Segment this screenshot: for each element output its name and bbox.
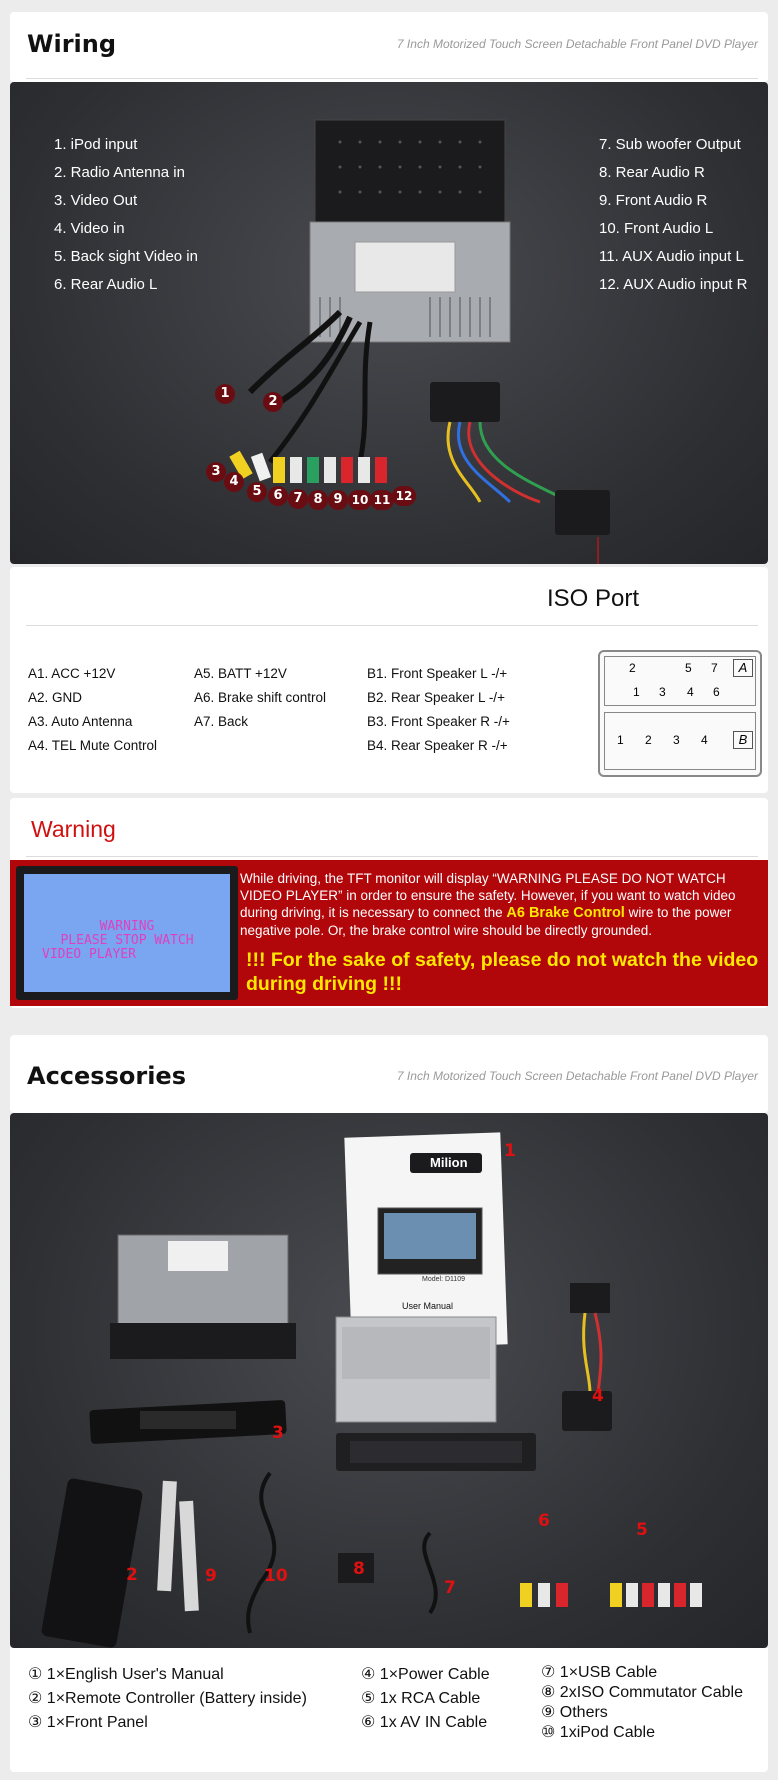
- pin-label: 6: [713, 685, 720, 699]
- accessory-marker-5: 5: [636, 1520, 648, 1540]
- list-item: ⑨ Others: [541, 1704, 608, 1721]
- wiring-marker-7: 7: [288, 489, 308, 509]
- list-item: ⑦ 1×USB Cable: [541, 1664, 658, 1681]
- accessories-subtitle: 7 Inch Motorized Touch Screen Detachable Front Panel DVD Player: [396, 1069, 758, 1083]
- pin-label: 4: [701, 733, 708, 747]
- list-item: ① 1×English User's Manual: [28, 1666, 224, 1683]
- wiring-marker-8: 8: [308, 490, 328, 510]
- iso-port-label: ISO Port: [547, 585, 640, 612]
- screen-text-line: PLEASE STOP WATCH: [60, 933, 194, 948]
- list-item: ③ 1×Front Panel: [28, 1714, 148, 1731]
- accessory-marker-10: 10: [264, 1566, 288, 1586]
- warning-screen-image: [16, 866, 238, 1000]
- list-item: B2. Rear Speaker L -/+: [367, 690, 505, 705]
- iso-list-col3: [367, 662, 510, 758]
- accessories-illustration: [10, 1113, 768, 1648]
- iso-card: [10, 567, 768, 793]
- wiring-title: Wiring: [27, 30, 117, 58]
- warning-title: Warning: [31, 816, 116, 842]
- list-item: ⑥ 1x AV IN Cable: [361, 1714, 488, 1731]
- list-item: A1. ACC +12V: [28, 666, 116, 681]
- pin-label: 4: [687, 685, 694, 699]
- wiring-header-card: [10, 12, 768, 82]
- accessory-marker-7: 7: [444, 1578, 456, 1598]
- wiring-marker-4: 4: [224, 472, 244, 492]
- list-item: ⑩ 1xiPod Cable: [541, 1724, 655, 1741]
- accessory-marker-2: 2: [126, 1565, 138, 1585]
- accessories-col3: [541, 1663, 743, 1743]
- warning-card: [10, 798, 768, 1008]
- pin-label: 2: [629, 661, 636, 675]
- pin-label: 2: [645, 733, 652, 747]
- list-item: 5. Back sight Video in: [54, 248, 198, 265]
- accessories-col1: [28, 1663, 307, 1735]
- list-item: A4. TEL Mute Control: [28, 738, 158, 753]
- accessory-marker-4: 4: [592, 1386, 604, 1406]
- warning-body-highlight: A6 Brake Control: [506, 905, 625, 921]
- accessories-col2: [361, 1663, 490, 1735]
- accessories-list-card: [10, 1648, 768, 1772]
- accessories-title: Accessories: [27, 1062, 186, 1090]
- wiring-marker-12: 12: [392, 486, 416, 506]
- pin-label: 7: [711, 661, 718, 675]
- list-item: B4. Rear Speaker R -/+: [367, 738, 508, 753]
- pin-label: 3: [659, 685, 666, 699]
- wiring-marker-9: 9: [328, 490, 348, 510]
- wiring-marker-11: 11: [370, 490, 394, 510]
- list-item: 3. Video Out: [54, 192, 138, 209]
- wiring-marker-1: 1: [215, 384, 235, 404]
- wiring-subtitle: 7 Inch Motorized Touch Screen Detachable Front Panel DVD Player: [396, 37, 758, 51]
- list-item: A2. GND: [28, 690, 83, 705]
- accessories-header-card: [10, 1035, 768, 1113]
- wiring-marker-2: 2: [263, 392, 283, 412]
- connector-b-label: B: [733, 731, 753, 749]
- iso-list-col2: [194, 662, 326, 734]
- manual-brand: Milion: [430, 1155, 468, 1170]
- manual-caption: User Manual: [402, 1301, 454, 1311]
- wiring-divider: [26, 78, 758, 79]
- list-item: ⑧ 2xISO Commutator Cable: [541, 1684, 743, 1701]
- list-item: 4. Video in: [54, 220, 125, 237]
- pin-label: 1: [617, 733, 624, 747]
- list-item: A5. BATT +12V: [194, 666, 287, 681]
- warning-body-text: While driving, the TFT monitor will display “WARNING PLEASE DO NOT WATCH VIDEO PLAYER” in order to ensure the safety. However, if you want to watch video during driving, it is necessary to connect the: [240, 871, 736, 920]
- wiring-photo: [10, 82, 768, 564]
- iso-block-b: [604, 712, 756, 770]
- list-item: 12. AUX Audio input R: [599, 276, 748, 293]
- list-item: ⑤ 1x RCA Cable: [361, 1690, 481, 1707]
- accessories-photo: [10, 1113, 768, 1648]
- list-item: A7. Back: [194, 714, 249, 729]
- iso-list-col1: [28, 662, 157, 758]
- screen-text-line: WARNING: [99, 919, 155, 934]
- warning-emphasis: !!! For the sake of safety, please do not watch the video during driving !!!: [246, 949, 759, 995]
- manual-model: Model: D1109: [422, 1276, 466, 1283]
- screen-text-line: VIDEO PLAYER: [42, 947, 136, 962]
- warning-panel: [10, 860, 768, 1006]
- list-item: 1. iPod input: [54, 136, 138, 153]
- list-item: 6. Rear Audio L: [54, 276, 158, 293]
- warning-divider: [26, 856, 758, 857]
- wiring-marker-6: 6: [268, 486, 288, 506]
- accessory-marker-1: 1: [504, 1141, 516, 1161]
- list-item: ④ 1×Power Cable: [361, 1666, 490, 1683]
- warning-screen-display: [24, 874, 230, 992]
- list-item: A6. Brake shift control: [194, 690, 327, 705]
- iso-divider: [26, 625, 758, 626]
- list-item: B1. Front Speaker L -/+: [367, 666, 508, 681]
- accessory-marker-3: 3: [272, 1423, 284, 1443]
- list-item: 8. Rear Audio R: [599, 164, 705, 181]
- list-item: A3. Auto Antenna: [28, 714, 133, 729]
- connector-a-label: A: [733, 659, 753, 677]
- list-item: 9. Front Audio R: [599, 192, 708, 209]
- list-item: 2. Radio Antenna in: [54, 164, 185, 181]
- warning-body-text-end: wire to the power negative pole. Or, the brake control wire should be directly grounded.: [240, 905, 732, 938]
- accessory-marker-9: 9: [205, 1566, 217, 1586]
- pin-label: 3: [673, 733, 680, 747]
- list-item: 7. Sub woofer Output: [599, 136, 741, 153]
- wiring-marker-3: 3: [206, 462, 226, 482]
- pin-label: 1: [633, 685, 640, 699]
- wiring-marker-10: 10: [348, 490, 372, 510]
- pin-label: 5: [685, 661, 692, 675]
- iso-block-a: [604, 656, 756, 706]
- warning-body: [240, 870, 764, 939]
- iso-connector-diagram: [598, 650, 762, 777]
- list-item: B3. Front Speaker R -/+: [367, 714, 510, 729]
- wiring-marker-5: 5: [247, 482, 267, 502]
- list-item: ② 1×Remote Controller (Battery inside): [28, 1690, 307, 1707]
- accessory-marker-6: 6: [538, 1511, 550, 1531]
- list-item: 10. Front Audio L: [599, 220, 714, 237]
- list-item: 11. AUX Audio input L: [599, 248, 744, 265]
- accessory-marker-8: 8: [353, 1559, 365, 1579]
